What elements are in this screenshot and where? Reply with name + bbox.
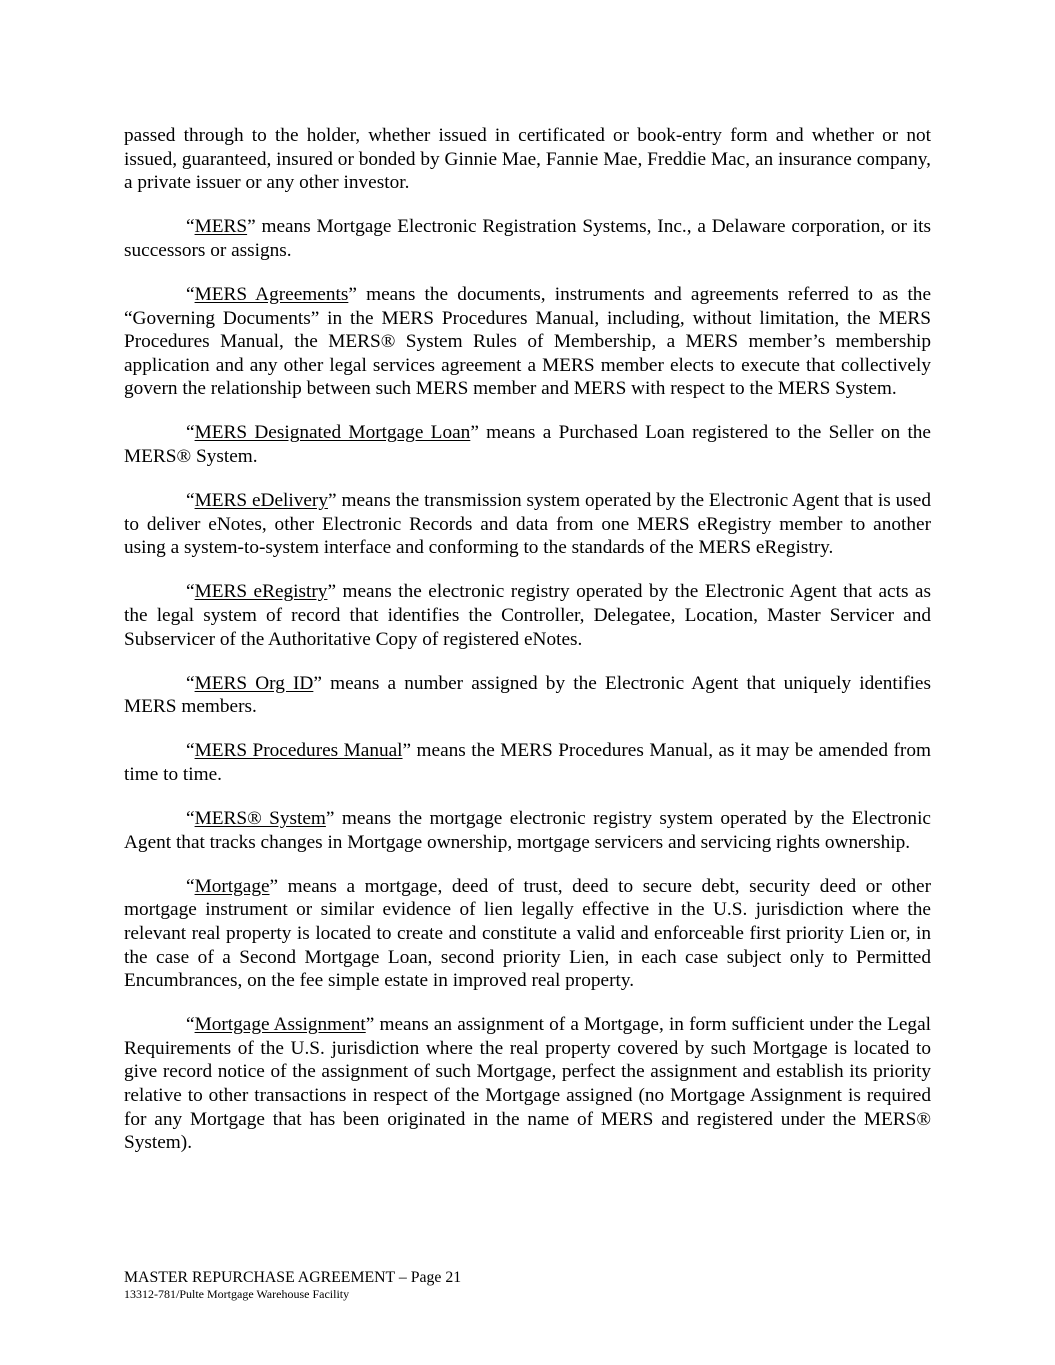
intro-paragraph: passed through to the holder, whether issued in certificated or book-entry form and whether or not issued, guaranteed, insured or bonded by Ginnie Mae, Fannie Mae, Freddie Mac, an insurance company, a private issuer or any other investor.	[124, 125, 931, 194]
defined-term: MERS eDelivery	[194, 490, 328, 512]
definition-text: ” means the documents, instruments and agreements referred to as the “Governing Documents” in the MERS Procedures Manual, including, without limitation, the MERS Procedures Manual, the MERS® System Rules of Membership, a MERS member’s membership application and any other legal services agreement a MERS member elects to execute that collectively govern the relationship between such MERS member and MERS with respect to the MERS System.	[124, 283, 932, 400]
defined-term: MERS eRegistry	[194, 581, 328, 603]
defined-term: MERS® System	[194, 808, 326, 830]
definition-mers-eregistry: “MERS eRegistry” means the electronic registry operated by the Electronic Agent that acts as the legal system of record that identifies the Controller, Delegatee, Location, Master Servicer and Subservicer of the Authoritative Copy of registered eNotes.	[124, 581, 931, 650]
document-body	[124, 124, 931, 1175]
page-footer	[124, 1268, 461, 1301]
definition-mortgage-assignment: “Mortgage Assignment” means an assignment of a Mortgage, in form sufficient under the Legal Requirements of the U.S. jurisdiction where the real property covered by such Mortgage is located to give record notice of the assignment of such Mortgage, perfect the assignment and establish its priority relative to other transactions in respect of the Mortgage assigned (no Mortgage Assignment is required for any Mortgage that has been originated in the name of MERS and registered under the MERS® System).	[124, 1014, 931, 1154]
definition-text: ” means a number assigned by the Electronic Agent that uniquely identifies MERS members.	[124, 672, 931, 718]
definition-text: ” means the transmission system operated by the Electronic Agent that is used to deliver eNotes, other Electronic Records and data from one MERS eRegistry member to another using a system-to-system interface and conforming to the standards of the MERS eRegistry.	[124, 490, 931, 559]
definition-text: ” means the electronic registry operated by the Electronic Agent that acts as the legal system of record that identifies the Controller, Delegatee, Location, Master Servicer and Subservicer of the Authoritative Copy of registered eNotes.	[124, 581, 931, 650]
definition-mers-procedures-manual: “MERS Procedures Manual” means the MERS Procedures Manual, as it may be amended from time to time.	[124, 740, 931, 785]
definition-text: ” means Mortgage Electronic Registration Systems, Inc., a Delaware corporation, or its successors or assigns.	[124, 216, 931, 261]
defined-term: MERS Agreements	[194, 283, 349, 305]
definition-mers: “MERS” means Mortgage Electronic Registration Systems, Inc., a Delaware corporation, or its successors or assigns.	[124, 216, 931, 261]
defined-term: Mortgage Assignment	[194, 1014, 366, 1036]
footer-title: MASTER REPURCHASE AGREEMENT – Page 21	[124, 1269, 462, 1286]
definition-mers-system: “MERS® System” means the mortgage electronic registry system operated by the Electronic Agent that tracks changes in Mortgage ownership, mortgage servicers and servicing rights ownership.	[124, 808, 931, 853]
definition-mers-agreements: “MERS Agreements” means the documents, instruments and agreements referred to as the “Governing Documents” in the MERS Procedures Manual, including, without limitation, the MERS Procedures Manual, the MERS® System Rules of Membership, a MERS member’s membership application and any other legal services agreement a MERS member elects to execute that collectively govern the relationship between such MERS member and MERS with respect to the MERS System.	[124, 283, 932, 400]
definition-mortgage: “Mortgage” means a mortgage, deed of trust, deed to secure debt, security deed or other mortgage instrument or similar evidence of lien legally effective in the U.S. jurisdiction where the relevant real property is located to create and constitute a valid and enforceable first priority Lien or, in the case of a Second Mortgage Loan, second priority Lien, in each case subject only to Permitted Encumbrances, on the fee simple estate in improved real property.	[124, 875, 931, 992]
definition-text: ” means a Purchased Loan registered to the Seller on the MERS® System.	[124, 422, 931, 468]
definition-mers-edelivery: “MERS eDelivery” means the transmission system operated by the Electronic Agent that is used to deliver eNotes, other Electronic Records and data from one MERS eRegistry member to another using a system-to-system interface and conforming to the standards of the MERS eRegistry.	[124, 490, 931, 559]
definition-text: ” means a mortgage, deed of trust, deed to secure debt, security deed or other mortgage instrument or similar evidence of lien legally effective in the U.S. jurisdiction where the relevant real property is located to create and constitute a valid and enforceable first priority Lien or, in the case of a Second Mortgage Loan, second priority Lien, in each case subject only to Permitted Encumbrances, on the fee simple estate in improved real property.	[124, 875, 931, 992]
footer-reference: 13312-781/Pulte Mortgage Warehouse Facility	[124, 1287, 350, 1301]
defined-term: MERS	[194, 216, 248, 238]
definition-mers-org-id: “MERS Org ID” means a number assigned by the Electronic Agent that uniquely identifies MERS members.	[124, 672, 931, 718]
definition-text: ” means an assignment of a Mortgage, in form sufficient under the Legal Requirements of the U.S. jurisdiction where the real property covered by such Mortgage is located to give record notice of the assignment of such Mortgage, perfect the assignment and establish its priority relative to other transactions in respect of the Mortgage assigned (no Mortgage Assignment is required for any Mortgage that has been originated in the name of MERS and registered under the MERS® System).	[124, 1014, 931, 1154]
defined-term: MERS Procedures Manual	[194, 740, 403, 762]
definition-text: ” means the MERS Procedures Manual, as it may be amended from time to time.	[124, 740, 931, 785]
definition-text: ” means the mortgage electronic registry system operated by the Electronic Agent that tracks changes in Mortgage ownership, mortgage servicers and servicing rights ownership.	[124, 808, 931, 853]
defined-term: MERS Org ID	[194, 672, 314, 694]
defined-term: MERS Designated Mortgage Loan	[194, 422, 471, 444]
defined-term: Mortgage	[194, 875, 270, 897]
definition-mers-designated-mortgage-loan: “MERS Designated Mortgage Loan” means a Purchased Loan registered to the Seller on the MERS® System.	[124, 422, 931, 468]
